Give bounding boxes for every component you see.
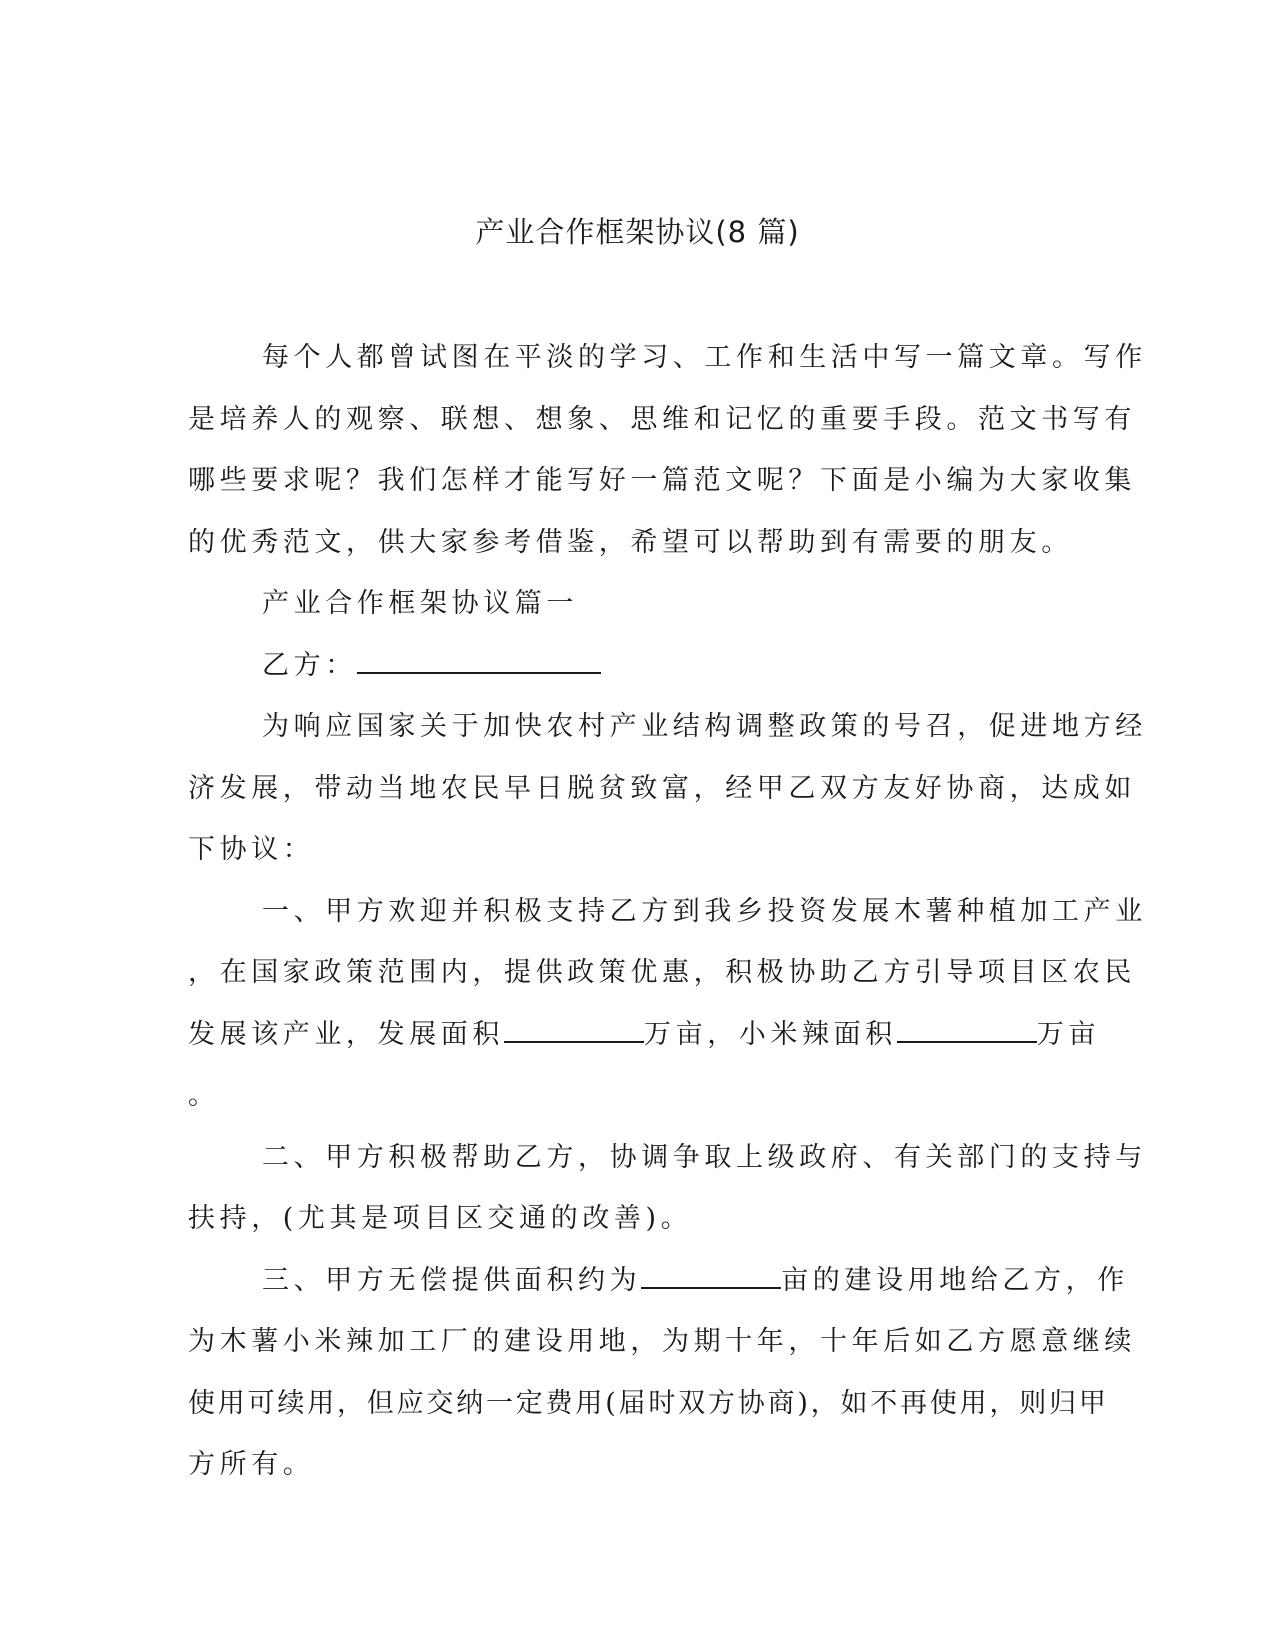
section-heading-paragraph bbox=[188, 573, 1068, 635]
clause-3-text-b: 亩的建设用地给乙方，作 bbox=[781, 1264, 1129, 1296]
intro-line-4: 的优秀范文，供大家参考借鉴，希望可以帮助到有需要的朋友。 bbox=[188, 526, 1073, 558]
preamble-paragraph bbox=[188, 696, 1147, 881]
clause-1-line-2: ，在国家政策范围内，提供政策优惠，积极协助乙方引导项目区农民 bbox=[188, 957, 1136, 988]
preamble-line-1: 为响应国家关于加快农村产业结构调整政策的号召，促进地方经 bbox=[262, 711, 1147, 742]
intro-line-1: 每个人都曾试图在平淡的学习、工作和生活中写一篇文章。写作 bbox=[262, 342, 1147, 373]
clause-1-line-3 bbox=[114, 1004, 1101, 1066]
clause-1-paragraph bbox=[188, 881, 1147, 1127]
clause-3-text-a: 三、甲方无偿提供面积约为 bbox=[262, 1264, 642, 1296]
clause-2-line-2: 扶持，(尤其是项目区交通的改善)。 bbox=[188, 1203, 693, 1234]
clause-3-line-1 bbox=[188, 1250, 1129, 1312]
cassava-area-blank[interactable] bbox=[504, 1019, 644, 1043]
clause-2-line-1: 二、甲方积极帮助乙方，协调争取上级政府、有关部门的支持与 bbox=[262, 1141, 1147, 1173]
party-b-blank[interactable] bbox=[357, 650, 601, 674]
preamble-line-3: 下协议： bbox=[188, 834, 315, 865]
party-b-paragraph bbox=[188, 635, 1068, 697]
clause-1-text-b: 万亩，小米辣面积 bbox=[644, 1018, 897, 1050]
clause-3-paragraph bbox=[188, 1250, 1136, 1496]
clause-1-text-c: 万亩 bbox=[1036, 1018, 1101, 1050]
intro-line-3: 哪些要求呢？我们怎样才能写好一篇范文呢？下面是小编为大家收集 bbox=[188, 465, 1136, 496]
clause-3-line-2: 为木薯小米辣加工厂的建设用地，为期十年，十年后如乙方愿意继续 bbox=[188, 1326, 1136, 1357]
clause-3-line-4: 方所有。 bbox=[188, 1449, 315, 1480]
preamble-line-2: 济发展，带动当地农民早日脱贫致富，经甲乙双方友好协商，达成如 bbox=[188, 772, 1136, 804]
party-b-line bbox=[188, 635, 1068, 697]
section-heading: 产业合作框架协议篇一 bbox=[262, 588, 578, 619]
document-body bbox=[188, 327, 1147, 1496]
clause-2-paragraph bbox=[188, 1127, 1147, 1250]
chili-area-blank[interactable] bbox=[897, 1019, 1037, 1043]
intro-paragraph bbox=[188, 327, 1147, 573]
clause-3-line-3: 使用可续用，但应交纳一定费用(届时双方协商)，如不再使用，则归甲 bbox=[188, 1387, 1109, 1419]
document-title: 产业合作框架协议(8 篇) bbox=[475, 215, 800, 249]
clause-1-line-4: 。 bbox=[188, 1080, 220, 1111]
party-b-label: 乙方： bbox=[262, 649, 357, 681]
clause-1-text-a: 发展该产业，发展面积 bbox=[188, 1018, 504, 1050]
clause-1-line-1: 一、甲方欢迎并积极支持乙方到我乡投资发展木薯种植加工产业 bbox=[262, 895, 1147, 927]
land-area-blank[interactable] bbox=[641, 1265, 781, 1289]
intro-line-2: 是培养人的观察、联想、想象、思维和记忆的重要手段。范文书写有 bbox=[188, 403, 1136, 435]
